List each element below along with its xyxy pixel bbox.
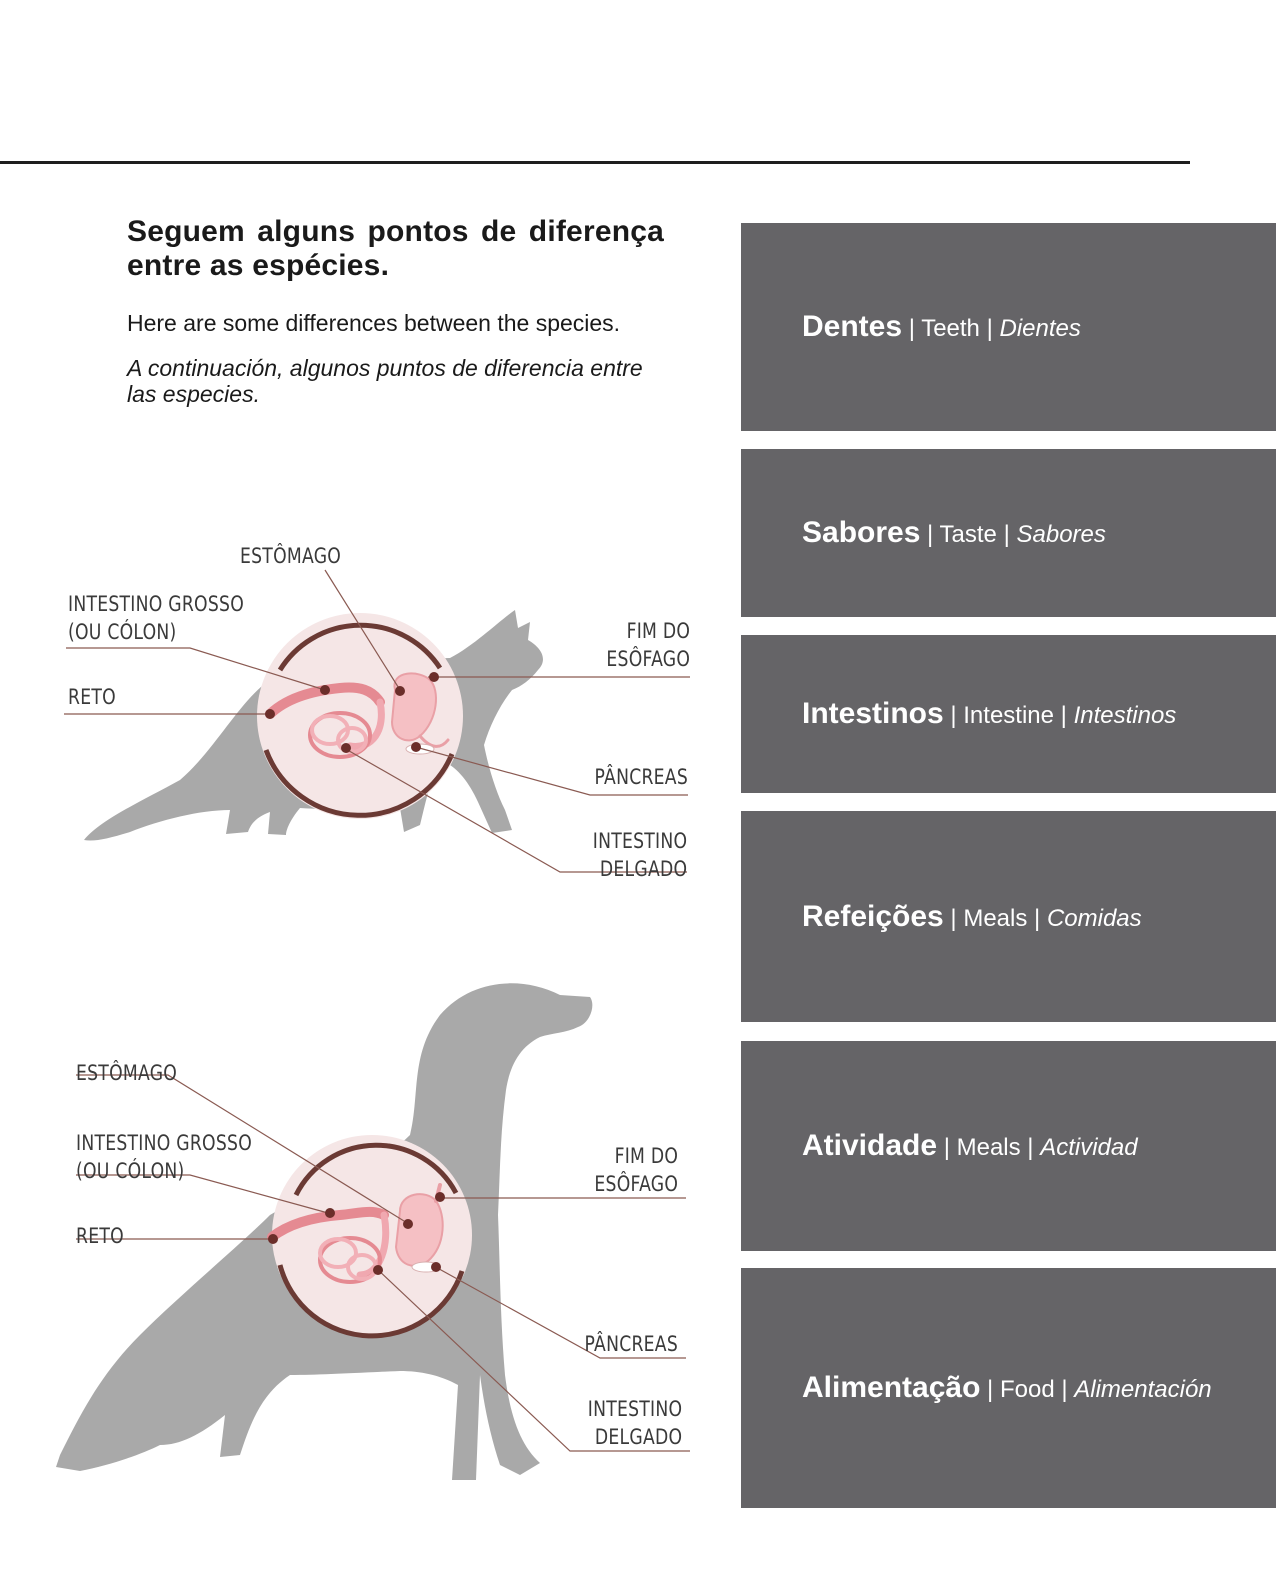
dog-label-esophagus-end: FIM DO ESÔFAGO [594,1144,678,1196]
panel-title-en: Taste [939,521,997,548]
panel-title-pt: Alimentação [802,1371,981,1404]
dog-label-pancreas: PÂNCREAS [584,1332,678,1356]
panel-refeicoes: Refeições | Meals | Comidas [741,811,1276,1022]
dog-label-small-intestine: INTESTINO DELGADO [587,1397,682,1449]
panel-title-es: Intestinos [1073,702,1177,729]
cat-digestive-diagram [0,540,700,900]
panel-title-en: Intestine [963,702,1054,729]
panel-alimentacao: Alimentação | Food | Alimentación [741,1268,1276,1508]
cat-label-small-intestine: INTESTINO DELGADO [592,829,687,881]
intro-title: Seguem alguns pontos de diferença entre as espécies. [127,215,664,282]
panel-title-en: Meals [956,1134,1021,1161]
panel-intestinos: Intestinos | Intestine | Intestinos [741,635,1276,793]
panel-title-es: Actividad [1040,1134,1138,1161]
dog-label-rectum: RETO [76,1224,124,1248]
panel-title-en: Meals [963,904,1028,932]
panel-title-pt: Dentes [802,310,903,343]
panel-title-pt: Intestinos [802,697,944,730]
panel-title-es: Dientes [999,315,1081,342]
panel-title-en: Teeth [921,315,980,342]
dog-label-stomach: ESTÔMAGO [76,1061,178,1085]
panel-dentes: Dentes | Teeth | Dientes [741,223,1276,431]
cat-label-large-intestine: INTESTINO GROSSO (OU CÓLON) [68,592,245,644]
panel-title-en: Food [999,1376,1055,1403]
intro-spanish: A continuación, algunos puntos de diferencia entre las especies. [127,355,643,407]
panel-title-pt: Sabores [802,516,921,549]
intro-english: Here are some differences between the species. [127,310,621,336]
panel-title-pt: Refeições [802,899,944,933]
cat-label-stomach: ESTÔMAGO [240,544,342,568]
cat-label-pancreas: PÂNCREAS [594,765,688,789]
panel-title-es: Sabores [1016,521,1106,548]
panel-atividade: Atividade | Meals | Actividad [741,1041,1276,1251]
cat-label-rectum: RETO [68,685,116,709]
dog-label-large-intestine: INTESTINO GROSSO (OU CÓLON) [76,1131,253,1183]
dog-digestive-diagram [0,975,700,1515]
cat-label-esophagus-end: FIM DO ESÔFAGO [606,619,690,671]
panel-title-es: Alimentación [1074,1376,1212,1403]
panel-title-es: Comidas [1046,904,1142,932]
intro-block [127,215,664,407]
panel-title-pt: Atividade [802,1129,938,1162]
panel-sabores: Sabores | Taste | Sabores [741,449,1276,617]
top-divider-line [0,161,1190,164]
